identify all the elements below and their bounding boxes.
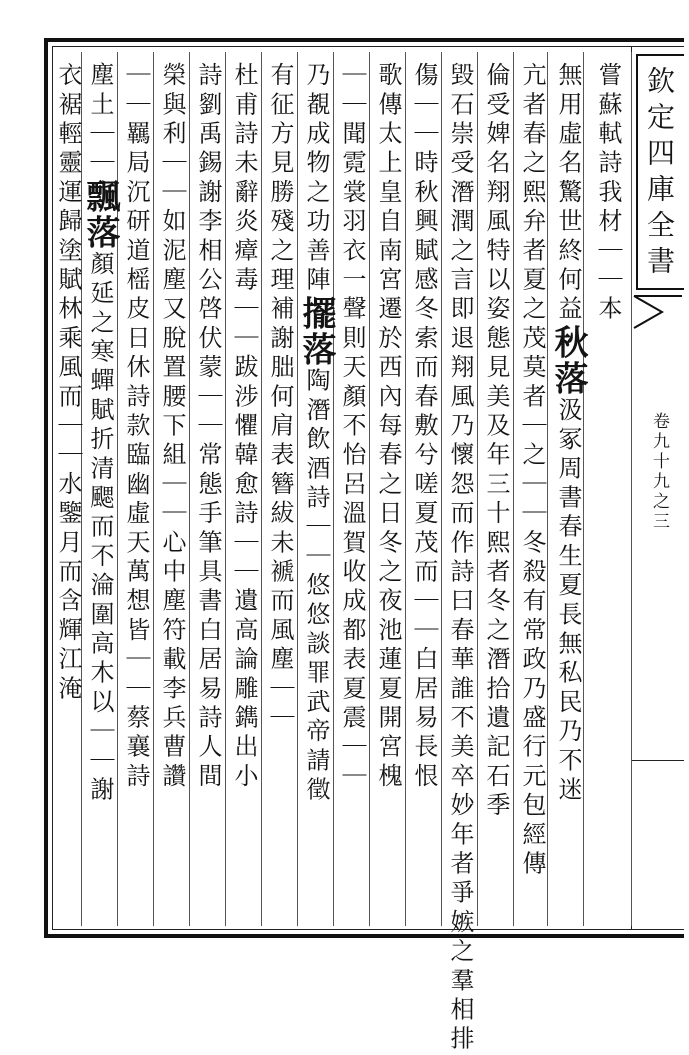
volume-label: 卷九十九之三: [649, 412, 669, 532]
column-text: 靈運歸塗賦林乘風而｜｜水鑒月而含輝江淹: [54, 149, 82, 705]
text-column-9: [298, 52, 334, 926]
column-text: 汲冢周書春生夏長無私民乃不迷: [554, 396, 582, 806]
column-text: 顏延之寒蟬賦折清颸而不淪圍高木以｜｜謝: [86, 250, 114, 806]
margin-divider: [632, 760, 684, 761]
column-text: 毀石崇受潛潤之言即退翔風乃懷怨而作詩曰春華誰不美卒: [446, 62, 474, 792]
text-column-13: [154, 52, 190, 926]
column-text: 杜甫詩未辭炎瘴毒｜｜跋涉懼韓愈詩｜｜遺高論雕鐫出小: [230, 62, 258, 792]
text-column-11: [226, 52, 262, 926]
library-title: 欽定四庫全書: [643, 66, 676, 282]
column-text: 倫受婢名翔風特以姿態見美及年三十: [482, 62, 510, 530]
column-text: ｜｜羈局沉研道榣皮日休詩款臨幽虛天萬想皆｜｜蔡襄詩: [122, 62, 150, 792]
column-text: 嘗蘇軾詩我材｜｜本: [594, 62, 622, 325]
column-text: 歌傳太上皇自南宮遷於西內每春之日冬之夜池蓮夏開宮槐: [374, 62, 402, 792]
text-column-8: [334, 52, 370, 926]
column-text: 亢者春之熙弁者夏之茂莫者｜之｜: [518, 62, 546, 500]
text-column-16: [54, 52, 82, 926]
text-column-14: [118, 52, 154, 926]
text-column-1: [584, 52, 632, 926]
text-column-7: [370, 52, 406, 926]
text-column-3: [514, 52, 548, 926]
fish-tail-ornament: [632, 292, 684, 332]
column-text: 妙年者爭嫉之羣相排: [446, 792, 474, 1055]
column-text: 榮與利｜｜如泥塵又脫置腰下組｜｜心中塵符載李兵曹讚: [158, 62, 186, 792]
text-column-12: [190, 52, 226, 926]
column-text: 補謝朏何肩表簪紱未褫而風塵｜｜: [266, 295, 294, 734]
column-text: 無用虛名驚世終何益: [554, 62, 582, 325]
column-heading: 飄落: [80, 178, 120, 251]
text-column-4: [478, 52, 514, 926]
column-text: 有征方見勝殘之理: [266, 62, 294, 296]
column-text: 衣裾輕: [54, 62, 82, 150]
text-column-5: [442, 52, 478, 1055]
text-column-6: [406, 52, 442, 926]
column-text: 塵土｜｜: [86, 62, 114, 179]
column-text: 陶潛飲酒詩｜｜悠悠談罪武帝請徵: [302, 367, 330, 806]
column-heading: 擺落: [296, 295, 336, 368]
column-text: ｜｜聞霓裳羽衣一聲則天顏不怡呂溫賀收成都表夏震｜｜: [338, 62, 366, 792]
column-text: 詩劉禹錫謝李相公啓伏蒙｜｜常態手筆具書白居易詩人間: [194, 62, 222, 792]
text-column-2: [548, 52, 588, 926]
column-text: 傷｜｜時秋興賦感冬索而春敷兮嗟夏茂而｜｜白居易長恨: [410, 62, 438, 792]
column-text: 乃覩成物之功善陣: [302, 62, 330, 296]
column-heading: 秋落: [548, 324, 588, 397]
text-column-10: [262, 52, 298, 926]
column-text: 熙者冬之潛拾遺記石季: [482, 529, 510, 822]
column-text: ｜冬殺有常政乃盛行元包經傳: [518, 500, 546, 880]
